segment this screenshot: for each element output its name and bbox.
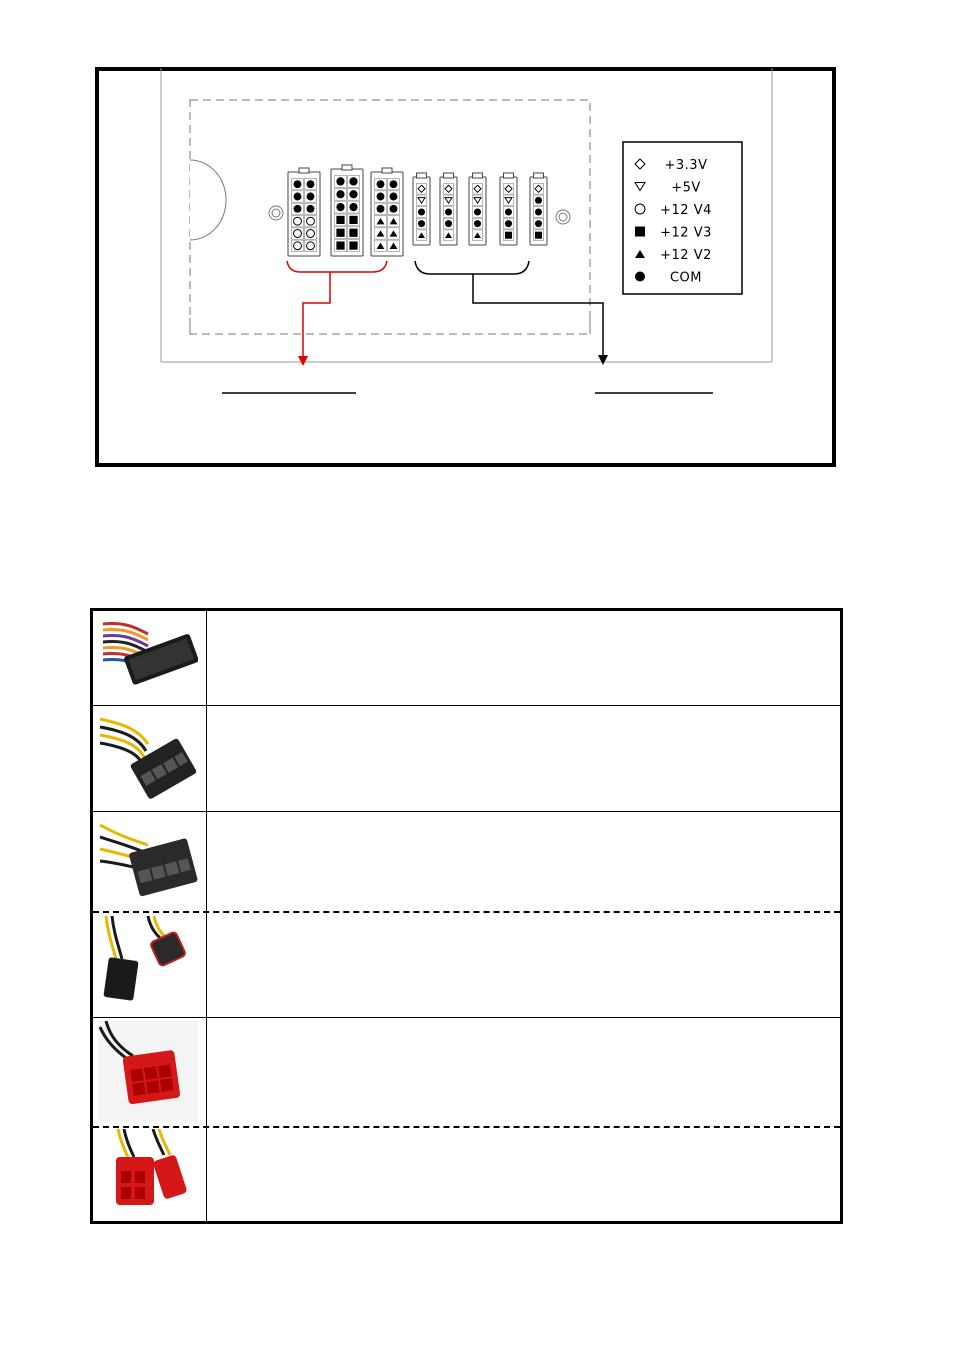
table-column-divider xyxy=(206,611,207,1221)
table-row-separator-dashed xyxy=(93,1126,840,1128)
table-row-separator xyxy=(93,1017,840,1018)
legend-label: +12 V2 xyxy=(660,248,712,263)
square-symbol xyxy=(349,241,357,249)
square-symbol xyxy=(336,241,344,249)
circle-filled-symbol xyxy=(377,205,385,213)
table-row-separator xyxy=(93,705,840,706)
square-symbol xyxy=(635,227,645,237)
circle-filled-symbol xyxy=(349,203,357,211)
modular-panel-diagram xyxy=(0,0,954,470)
circle-filled-symbol xyxy=(535,197,542,204)
circle-filled-symbol xyxy=(307,205,315,213)
circle-filled-symbol xyxy=(307,193,315,201)
circle-filled-symbol xyxy=(390,180,398,188)
circle-filled-symbol xyxy=(377,193,385,201)
red-arrow-line xyxy=(303,272,330,357)
circle-filled-symbol xyxy=(474,220,481,227)
split-6-2-connector-icon xyxy=(98,914,198,1014)
circle-filled-symbol xyxy=(418,208,425,215)
legend-label: +3.3V xyxy=(664,158,708,173)
atx-24pin-connector-icon xyxy=(98,614,198,702)
circle-filled-symbol xyxy=(307,180,315,188)
circle-filled-symbol xyxy=(336,203,344,211)
square-symbol xyxy=(349,229,357,237)
connector-latch xyxy=(342,165,352,170)
circle-filled-symbol xyxy=(535,208,542,215)
circle-filled-symbol xyxy=(377,180,385,188)
circle-open-symbol xyxy=(294,217,302,225)
screw-hole-right xyxy=(556,210,570,224)
square-symbol xyxy=(349,216,357,224)
square-symbol xyxy=(535,232,542,239)
legend-label: +5V xyxy=(671,180,701,196)
pcie-8pin-connector-icon xyxy=(98,709,198,807)
circle-open-symbol xyxy=(635,204,645,214)
circle-filled-symbol xyxy=(505,220,512,227)
connector-table xyxy=(90,608,843,1224)
legend-label: +12 V4 xyxy=(660,203,712,218)
circle-filled-symbol xyxy=(336,177,344,185)
circle-filled-symbol xyxy=(445,208,452,215)
circle-filled-symbol xyxy=(535,220,542,227)
connector-latch xyxy=(299,168,309,173)
circle-filled-symbol xyxy=(349,190,357,198)
connector-latch xyxy=(473,173,483,178)
circle-open-symbol xyxy=(307,217,315,225)
connector-latch xyxy=(382,168,392,173)
circle-filled-symbol xyxy=(418,220,425,227)
circle-open-symbol xyxy=(307,230,315,238)
circle-filled-symbol xyxy=(294,180,302,188)
square-symbol xyxy=(505,232,512,239)
table-row-separator xyxy=(93,811,840,812)
circle-filled-symbol xyxy=(635,272,645,282)
circle-filled-symbol xyxy=(349,177,357,185)
circle-filled-symbol xyxy=(445,220,452,227)
connector-group xyxy=(288,165,547,256)
connector-housing xyxy=(331,169,363,256)
connector-latch xyxy=(504,173,514,178)
square-symbol xyxy=(336,229,344,237)
circle-filled-symbol xyxy=(390,193,398,201)
connector-housing xyxy=(371,172,403,256)
connector-latch xyxy=(444,173,454,178)
red-bracket xyxy=(287,261,387,272)
black-arrow-head xyxy=(598,355,608,365)
legend-label: COM xyxy=(669,270,703,286)
table-row-separator-dashed xyxy=(93,911,840,913)
circle-filled-symbol xyxy=(390,205,398,213)
screw-hole-left xyxy=(269,206,283,220)
red-8pin-connector-icon xyxy=(98,1021,198,1121)
circle-filled-symbol xyxy=(294,193,302,201)
connector-housing xyxy=(288,172,320,256)
legend-label: +12 V3 xyxy=(660,225,712,241)
eps-8pin-connector-icon xyxy=(98,815,198,909)
connector-latch xyxy=(534,173,544,178)
circle-open-symbol xyxy=(307,242,315,250)
black-arrow-line xyxy=(473,274,603,356)
black-bracket xyxy=(415,261,529,274)
fan-cutout xyxy=(190,160,226,240)
square-symbol xyxy=(336,216,344,224)
circle-filled-symbol xyxy=(474,208,481,215)
red-6-2-connector-icon xyxy=(98,1129,198,1223)
red-arrow-head xyxy=(298,356,308,366)
circle-filled-symbol xyxy=(505,208,512,215)
connector-latch xyxy=(417,173,427,178)
circle-open-symbol xyxy=(294,242,302,250)
circle-filled-symbol xyxy=(336,190,344,198)
circle-open-symbol xyxy=(294,230,302,238)
circle-filled-symbol xyxy=(294,205,302,213)
